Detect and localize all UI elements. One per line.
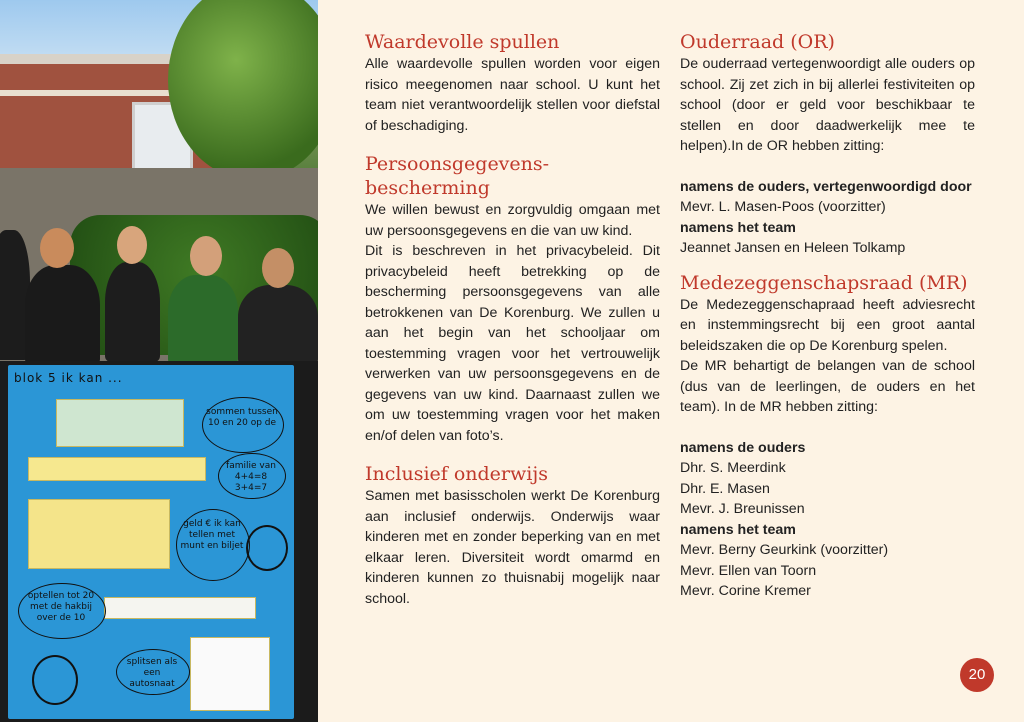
or-parent-member: Mevr. L. Masen-Poos (voorzitter)	[680, 199, 886, 215]
left-text-column	[365, 30, 660, 609]
tree-picture-card	[56, 399, 184, 447]
bead-card	[104, 597, 256, 619]
paragraph-mr-1: De Medezeggenschapraad heeft adviesrecht en instemmingsrecht bij een groot aantal beleidszaken die op De Korenburg spelen.	[680, 296, 975, 354]
page-number-badge: 20	[960, 658, 994, 692]
money-card	[28, 499, 170, 569]
or-team-member: Jeannet Jansen en Heleen Tolkamp	[680, 240, 906, 256]
photo-column	[0, 0, 318, 722]
heading-inclusief-onderwijs: Inclusief onderwijs	[365, 463, 548, 485]
mr-team-label: namens het team	[680, 521, 796, 538]
heading-medezeggenschapsraad: Medezeggenschapsraad (MR)	[680, 271, 968, 294]
heading-persoonsgegevens: Persoonsgegevens-bescherming	[365, 153, 550, 199]
familie-text: familie van 4+4=8 3+4=7	[226, 461, 276, 493]
paragraph-persoonsgegevens-1: We willen bewust en zorgvuldig omgaan met uw persoonsgegevens en die van uw kind.	[365, 202, 660, 239]
number-line-card	[28, 457, 206, 481]
or-parents-label: namens de ouders, vertegenwoordigd door	[680, 178, 972, 195]
mr-parent-member: Mevr. J. Breunissen	[680, 501, 805, 517]
learning-poster	[8, 365, 294, 719]
drawn-face-right	[246, 525, 288, 571]
poster-title: blok 5 ik kan ...	[14, 371, 123, 385]
paragraph-waardevolle-spullen: Alle waardevolle spullen worden voor eigen risico meegenomen naar school. U kunt het team niet verantwoordelijk stellen voor diefstal of beschadiging.	[365, 56, 660, 134]
mr-team-member: Mevr. Ellen van Toorn	[680, 562, 817, 579]
mr-parent-member: Dhr. E. Masen	[680, 480, 770, 497]
mr-team-member: Mevr. Berny Geurkink (voorzitter)	[680, 542, 889, 558]
heading-waardevolle-spullen: Waardevolle spullen	[365, 31, 560, 53]
splitsen-text: splitsen als een autosnaat	[126, 657, 178, 689]
or-team-label: namens het team	[680, 219, 796, 236]
classroom-poster-photo	[0, 361, 318, 722]
mr-parent-member: Dhr. S. Meerdink	[680, 460, 786, 476]
paragraph-mr-2: De MR behartigt de belangen van de school (dus van de leerlingen, de ouders en het team). In de MR hebben zitting:	[680, 358, 975, 415]
mr-parents-label: namens de ouders	[680, 439, 806, 456]
geld-text: geld € ik kan tellen met munt en biljet	[180, 519, 244, 551]
drawn-face	[32, 655, 78, 705]
paragraph-ouderraad: De ouderraad vertegenwoordigt alle ouders op school. Zij zet zich in bij allerlei festiviteiten op school (door er geld voor beschikbaar te stellen en door daadwerkelijk mee te helpen).In de OR hebben zitting:	[680, 56, 975, 154]
split-card	[190, 637, 270, 711]
schoolyard-photo	[0, 0, 318, 361]
paragraph-inclusief-onderwijs: Samen met basisscholen werkt De Korenburg aan inclusief onderwijs. Onderwijs waar kinderen met en zonder beperking van en met elkaar leren. Diversiteit wordt omarmd en kinderen kunnen zo thuisnabij mogelijk naar school.	[365, 488, 660, 607]
right-text-column	[680, 30, 975, 602]
paragraph-persoonsgegevens-2: Dit is beschreven in het privacybeleid. Dit privacybeleid heeft betrekking op de bescherming persoonsgegevens van alle betrokkenen van De Korenburg. We zullen u aan het begin van het schooljaar om toestemming vragen voor het vertrouwelijk verwerken van uw persoonsgegevens en de gegevens van uw kind. Daarnaast zullen we om uw toestemming vragen voor het maken en/of delen van foto’s.	[365, 243, 660, 444]
sommen-text: sommen tussen 10 en 20 op de	[206, 407, 278, 428]
mr-team-member: Mevr. Corine Kremer	[680, 583, 811, 599]
heading-ouderraad: Ouderraad (OR)	[680, 31, 835, 53]
optellen-text: optellen tot 20 met de hakbij over de 10	[27, 591, 95, 623]
